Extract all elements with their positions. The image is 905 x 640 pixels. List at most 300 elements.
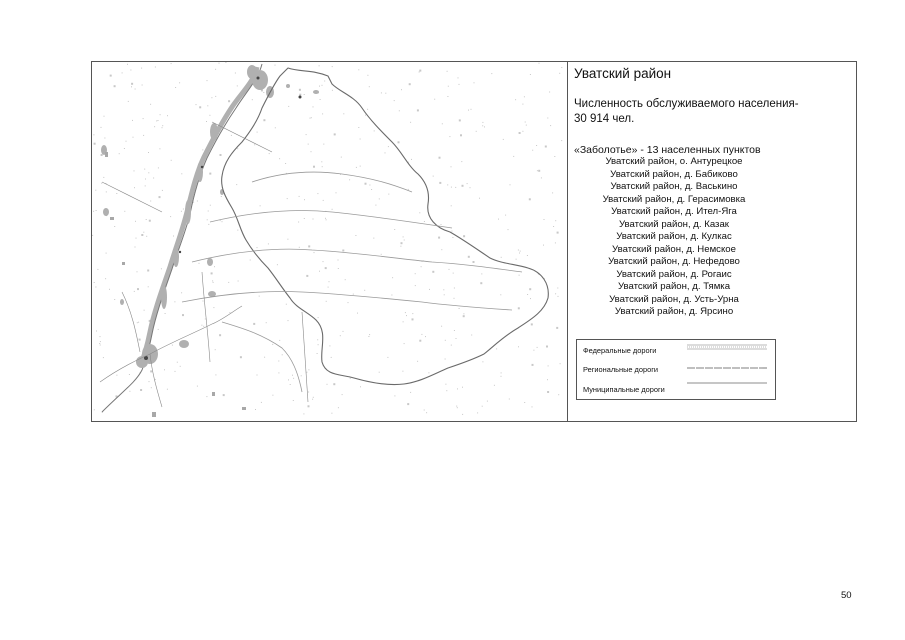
speckle-dot — [541, 177, 542, 178]
speckle-dot — [333, 383, 335, 385]
speckle-dot — [323, 200, 324, 201]
speckle-dot — [477, 412, 478, 413]
speckle-dot — [144, 169, 145, 170]
speckle-dot — [171, 160, 172, 161]
population-label: Численность обслуживаемого населения- — [574, 98, 799, 110]
speckle-dot — [482, 125, 483, 126]
lakes — [105, 152, 246, 417]
speckle-dot — [410, 122, 411, 123]
speckle-dot — [212, 280, 213, 281]
speckle-dot — [319, 271, 320, 272]
speckle-dot — [343, 113, 344, 114]
speckle-dot — [93, 211, 94, 212]
speckle-dot — [94, 282, 95, 283]
speckle-dot — [139, 339, 141, 341]
speckle-dot — [527, 255, 528, 256]
speckle-dot — [308, 144, 309, 145]
speckle-dot — [240, 356, 242, 358]
speckle-dot — [253, 323, 255, 325]
speckle-dot — [143, 118, 144, 119]
speckle-dot — [454, 288, 455, 289]
speckle-dot — [150, 370, 152, 372]
speckle-dot — [487, 401, 488, 402]
speckle-dot — [164, 369, 165, 370]
speckle-dot — [417, 361, 418, 362]
speckle-dot — [412, 313, 413, 314]
speckle-dot — [179, 82, 180, 83]
speckle-dot — [331, 413, 332, 414]
speckle-dot — [313, 166, 315, 168]
speckle-dot — [172, 345, 173, 346]
speckle-dot — [137, 288, 139, 290]
speckle-dot — [412, 318, 414, 320]
speckle-dot — [544, 219, 545, 220]
speckle-dot — [452, 237, 453, 238]
speckle-dot — [459, 84, 460, 85]
speckle-dot — [471, 335, 472, 336]
speckle-dot — [268, 243, 269, 244]
speckle-dot — [553, 226, 554, 227]
speckle-dot — [388, 194, 389, 195]
tributary-rivers — [182, 172, 522, 392]
speckle-dot — [116, 193, 117, 194]
speckle-dot — [439, 182, 441, 184]
speckle-dot — [444, 294, 445, 295]
speckle-dot — [292, 375, 293, 376]
speckle-dot — [531, 323, 533, 325]
speckle-dot — [367, 75, 368, 76]
speckle-dot — [148, 286, 149, 287]
speckle-dot — [100, 345, 101, 346]
speckle-dot — [219, 334, 221, 336]
speckle-dot — [501, 376, 502, 377]
speckle-dot — [525, 122, 526, 123]
speckle-dot — [215, 69, 216, 70]
speckle-dot — [299, 89, 301, 91]
speckle-dot — [183, 209, 184, 210]
speckle-dot — [308, 369, 309, 370]
speckle-dot — [116, 375, 117, 376]
speckle-dot — [529, 198, 531, 200]
speckle-dot — [547, 379, 548, 380]
speckle-dot — [299, 247, 300, 248]
speckle-dot — [455, 187, 456, 188]
speckle-dot — [555, 242, 556, 243]
speckle-dot — [257, 375, 258, 376]
speckle-dot — [211, 97, 212, 98]
speckle-dot — [298, 222, 299, 223]
speckle-dot — [150, 104, 151, 105]
speckle-dot — [261, 402, 262, 403]
speckle-dot — [94, 409, 95, 410]
speckle-dot — [103, 177, 104, 178]
speckle-dot — [358, 127, 359, 128]
speckle-dot — [304, 218, 305, 219]
speckle-dot — [207, 80, 208, 81]
speckle-dot — [342, 394, 343, 395]
speckle-dot — [235, 73, 236, 74]
speckle-dot — [323, 261, 324, 262]
speckle-dot — [387, 357, 388, 358]
speckle-dot — [334, 133, 336, 135]
speckle-dot — [433, 176, 434, 177]
speckle-dot — [533, 350, 534, 351]
speckle-dot — [320, 99, 321, 100]
speckle-dot — [318, 344, 319, 345]
speckle-dot — [402, 371, 403, 372]
speckle-dot — [155, 67, 156, 68]
speckle-dot — [530, 74, 531, 75]
speckle-dot — [447, 184, 448, 185]
speckle-dot — [308, 245, 310, 247]
district-map[interactable] — [92, 62, 567, 421]
district-boundary — [222, 68, 549, 385]
speckle-dot — [228, 282, 229, 283]
speckle-dot — [538, 170, 540, 172]
speckle-dot — [547, 118, 548, 119]
speckle-dot — [426, 412, 427, 413]
speckle-dot — [95, 190, 96, 191]
speckle-dot — [558, 296, 559, 297]
speckle-dot — [141, 68, 142, 69]
speckle-dot — [381, 92, 382, 93]
speckle-dot — [391, 295, 392, 296]
group-title: «Заболотье» - 13 населенных пунктов — [574, 144, 761, 156]
speckle-dot — [468, 256, 470, 258]
speckle-dot — [129, 374, 130, 375]
speckle-dot — [484, 126, 485, 127]
speckle-dot — [419, 70, 421, 72]
speckle-dot — [175, 87, 176, 88]
legend-regional-label: Региональные дороги — [583, 365, 659, 374]
speckle-dot — [491, 73, 492, 74]
speckle-dot — [522, 104, 523, 105]
legend-municipal-label: Муниципальные дороги — [583, 385, 665, 394]
speckle-dot — [209, 115, 210, 116]
speckle-dot — [95, 287, 96, 288]
speckle-dot — [338, 268, 339, 269]
speckle-dot — [165, 313, 166, 314]
speckle-dot — [505, 215, 506, 216]
speckle-dot — [454, 330, 455, 331]
speckle-dot — [106, 191, 107, 192]
speckle-dot — [311, 117, 312, 118]
speckle-dot — [301, 375, 302, 376]
speckle-dot — [263, 119, 265, 121]
speckle-dot — [223, 394, 225, 396]
roads-legend — [576, 339, 776, 400]
speckle-dot — [467, 183, 468, 184]
speckle-dot — [173, 236, 174, 237]
speckle-dot — [287, 198, 288, 199]
speckle-dot — [557, 288, 558, 289]
speckle-dot — [109, 289, 110, 290]
speckle-dot — [279, 340, 280, 341]
speckle-dot — [202, 149, 203, 150]
speckle-dot — [137, 322, 138, 323]
speckle-dot — [220, 154, 222, 156]
list-item: Уватский район, д. Рогаис — [616, 268, 732, 280]
speckle-dot — [360, 139, 361, 140]
speckle-dot — [501, 257, 502, 258]
speckle-dot — [306, 275, 308, 277]
speckle-dot — [503, 139, 504, 140]
speckle-dot — [385, 152, 386, 153]
speckle-dot — [327, 384, 328, 385]
speckle-dot — [299, 94, 301, 96]
speckle-dot — [453, 273, 454, 274]
speckle-dot — [148, 152, 149, 153]
list-item: Уватский район, д. Казак — [618, 218, 729, 230]
speckle-dot — [97, 269, 98, 270]
speckle-dot — [561, 67, 562, 68]
speckle-dot — [424, 410, 425, 411]
speckle-dot — [225, 62, 226, 63]
speckle-dot — [151, 387, 152, 388]
speckle-dot — [454, 298, 455, 299]
speckle-dot — [476, 131, 477, 132]
speckle-dot — [415, 285, 416, 286]
speckle-dot — [480, 282, 482, 284]
speckle-dot — [101, 127, 102, 128]
speckle-dot — [518, 307, 520, 309]
speckle-dot — [299, 196, 300, 197]
speckle-dot — [532, 406, 533, 407]
speckle-dot — [287, 239, 288, 240]
speckle-dot — [101, 154, 103, 156]
speckle-dot — [459, 308, 460, 309]
speckle-dot — [519, 253, 520, 254]
speckle-dot — [197, 386, 198, 387]
speckle-dot — [463, 315, 465, 317]
speckle-dot — [357, 313, 358, 314]
speckle-dot — [215, 349, 216, 350]
speckle-dot — [308, 392, 309, 393]
list-item: Уватский район, о. Антурецкое — [605, 156, 743, 167]
speckle-dot — [527, 294, 528, 295]
speckle-dot — [421, 334, 422, 335]
speckle-dot — [207, 219, 208, 220]
speckle-dot — [358, 69, 359, 70]
speckle-dot — [143, 232, 144, 233]
speckle-dot — [319, 65, 320, 66]
speckle-dot — [94, 143, 96, 145]
speckle-dot — [353, 294, 354, 295]
speckle-dot — [196, 104, 197, 105]
list-item: Уватский район, д. Васькино — [610, 181, 738, 192]
speckle-dot — [394, 395, 395, 396]
legend-federal-line — [687, 343, 767, 351]
speckle-dot — [482, 361, 483, 362]
speckle-dot — [547, 391, 549, 393]
speckle-dot — [367, 109, 368, 110]
speckle-dot — [214, 266, 215, 267]
speckle-dot — [350, 378, 351, 379]
speckle-dot — [134, 291, 135, 292]
speckle-dot — [228, 100, 230, 102]
speckle-dot — [322, 113, 323, 114]
list-item: Уватский район, д. Немское — [612, 243, 736, 255]
speckle-dot — [237, 230, 238, 231]
district-title: Уватский район — [574, 66, 672, 81]
speckle-dot — [429, 289, 430, 290]
legend-federal-label: Федеральные дороги — [583, 346, 657, 355]
speckle-dot — [479, 198, 480, 199]
speckle-dot — [468, 110, 469, 111]
speckle-dot — [314, 252, 315, 253]
speckle-dot — [557, 232, 559, 234]
speckle-dot — [375, 205, 376, 206]
speckle-dot — [446, 390, 447, 391]
speckle-dot — [496, 348, 497, 349]
speckle-dot — [498, 219, 499, 220]
speckle-dot — [282, 354, 283, 355]
speckle-dot — [552, 192, 553, 193]
speckle-dot — [104, 116, 105, 117]
speckle-dot — [462, 387, 463, 388]
speckle-dot — [159, 196, 161, 198]
speckle-dot — [473, 261, 475, 263]
speckle-dot — [368, 336, 369, 337]
legend-regional-line — [687, 366, 767, 370]
speckle-dot — [205, 319, 206, 320]
speckle-dot — [374, 130, 375, 131]
speckle-dot — [536, 145, 537, 146]
speckle-dot — [332, 90, 333, 91]
speckle-dot — [285, 163, 286, 164]
speckle-dot — [96, 210, 97, 211]
speckle-dot — [415, 273, 416, 274]
speckle-dot — [213, 282, 214, 283]
speckle-dot — [181, 173, 182, 174]
speckle-dot — [144, 310, 145, 311]
speckle-dot — [272, 395, 273, 396]
list-item: Уватский район, д. Нефедово — [608, 256, 740, 267]
speckle-dot — [132, 120, 133, 121]
speckle-dot — [231, 135, 232, 136]
speckle-dot — [207, 105, 208, 106]
speckle-dot — [140, 389, 142, 391]
speckle-dot — [394, 100, 395, 101]
speckle-dot — [441, 249, 442, 250]
speckle-dot — [215, 374, 216, 375]
speckle-dot — [425, 336, 426, 337]
speckle-dot — [463, 235, 465, 237]
speckle-dot — [203, 326, 204, 327]
speckle-dot — [471, 109, 472, 110]
speckle-dot — [181, 211, 182, 212]
speckle-dot — [208, 211, 209, 212]
speckle-dot — [322, 166, 323, 167]
speckle-dot — [145, 185, 146, 186]
population-value: 30 914 чел. — [574, 113, 635, 125]
speckle-dot — [321, 161, 322, 162]
speckle-dot — [290, 384, 291, 385]
speckle-dot — [199, 106, 201, 108]
speckle-dot — [137, 271, 138, 272]
speckle-dot — [260, 205, 261, 206]
speckle-dot — [201, 325, 202, 326]
speckle-dot — [550, 125, 551, 126]
speckle-dot — [210, 205, 211, 206]
speckle-dot — [206, 396, 207, 397]
speckle-dot — [141, 234, 143, 236]
speckle-dot — [126, 141, 127, 142]
speckle-dot — [279, 158, 280, 159]
speckle-dot — [482, 406, 483, 407]
speckle-dot — [445, 340, 446, 341]
speckle-dot — [147, 270, 149, 272]
speckle-dot — [203, 301, 204, 302]
speckle-dot — [286, 304, 287, 305]
speckle-dot — [461, 161, 462, 162]
speckle-dot — [404, 343, 405, 344]
speckle-dot — [134, 187, 135, 188]
speckle-dot — [156, 120, 157, 121]
speckle-dot — [323, 144, 324, 145]
speckle-dot — [146, 236, 147, 237]
speckle-dot — [410, 392, 411, 393]
speckle-dot — [303, 413, 304, 414]
speckle-dot — [150, 201, 151, 202]
speckle-dot — [524, 402, 525, 403]
speckle-dot — [513, 156, 514, 157]
speckle-dot — [409, 83, 411, 85]
speckle-dot — [348, 302, 349, 303]
speckle-dot — [403, 321, 404, 322]
speckle-dot — [443, 289, 444, 290]
speckle-dot — [213, 307, 214, 308]
speckle-dot — [135, 221, 136, 222]
speckle-dot — [263, 92, 264, 93]
speckle-dot — [317, 353, 318, 354]
speckle-dot — [311, 151, 312, 152]
speckle-dot — [105, 278, 106, 279]
speckle-dot — [131, 83, 133, 85]
speckle-dot — [306, 372, 307, 373]
speckle-dot — [237, 85, 238, 86]
speckle-dot — [92, 235, 93, 236]
speckle-dot — [457, 407, 458, 408]
speckle-dot — [360, 386, 361, 387]
speckle-dot — [400, 246, 401, 247]
speckle-dot — [208, 224, 209, 225]
speckle-dot — [319, 86, 320, 87]
speckle-dot — [131, 86, 132, 87]
speckle-dot — [457, 388, 458, 389]
speckle-dot — [379, 198, 380, 199]
speckle-dot — [255, 409, 256, 410]
speckle-dot — [373, 238, 374, 239]
speckle-dot — [238, 281, 239, 282]
speckle-dot — [162, 125, 163, 126]
speckle-dot — [419, 212, 420, 213]
speckle-dot — [312, 399, 313, 400]
speckle-dot — [481, 273, 482, 274]
speckle-dot — [462, 185, 464, 187]
speckle-dot — [167, 115, 168, 116]
speckle-dot — [110, 75, 112, 77]
speckle-dot — [438, 237, 440, 239]
speckle-dot — [494, 385, 495, 386]
list-item: Уватский район, д. Тямка — [617, 281, 731, 292]
speckle-dot — [404, 240, 405, 241]
speckle-dot — [364, 290, 365, 291]
speckle-dot — [288, 106, 289, 107]
speckle-dot — [264, 357, 265, 358]
speckle-dot — [548, 365, 549, 366]
speckle-dot — [385, 93, 386, 94]
